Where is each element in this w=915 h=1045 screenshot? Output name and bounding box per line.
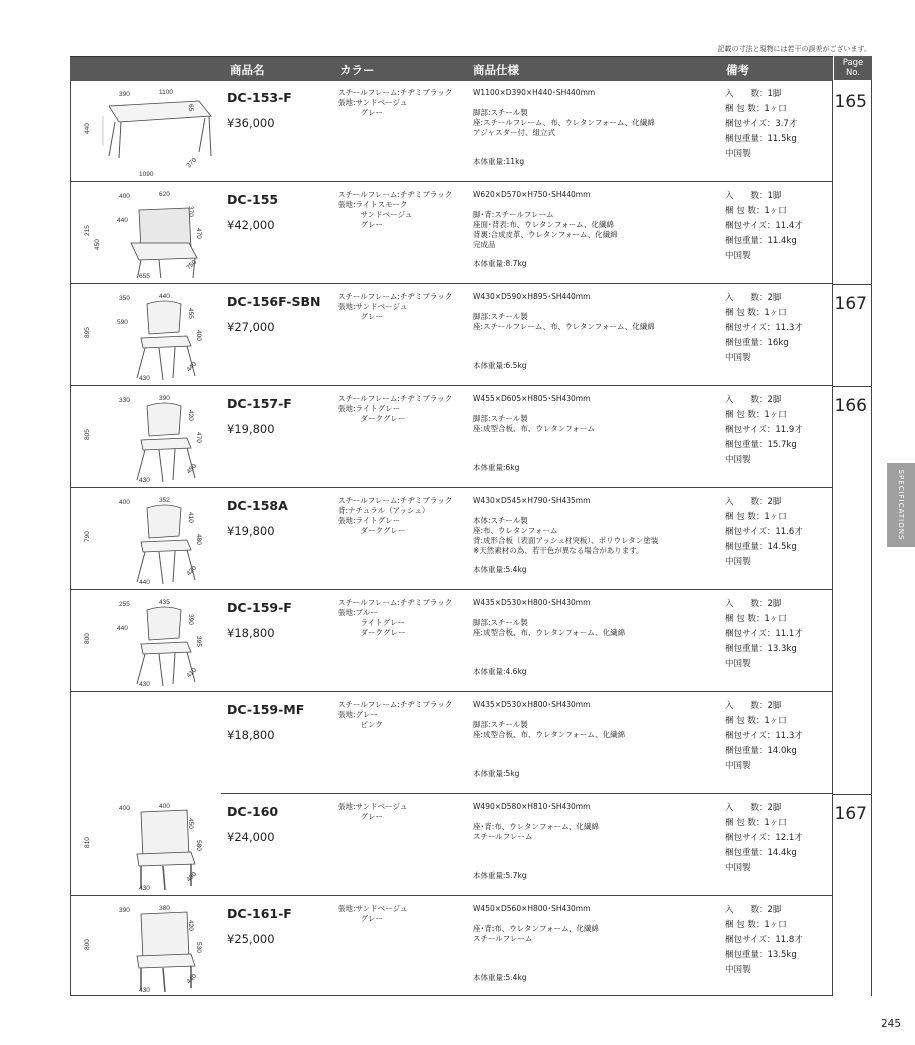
table-header: [70, 56, 833, 81]
product-weight: 本体重量:5.4kg: [473, 973, 527, 982]
dimension-label: 400: [119, 193, 130, 200]
spec-line: 座:成型合板、布、ウレタンフォーム、化繊綿: [473, 628, 626, 637]
product-dimensions: W1100×D390×H440･SH440mm: [473, 88, 596, 97]
dimension-label: 440: [117, 625, 128, 632]
dimension-label: 65: [187, 104, 194, 112]
product-drawing: [79, 596, 219, 686]
dimension-label: 430: [139, 477, 150, 482]
dimension-label: 655: [139, 273, 150, 278]
packing-line: 入 数：2脚: [725, 701, 782, 711]
spec-line: 座:成型合板、布、ウレタンフォーム: [473, 424, 595, 433]
product-table: [70, 80, 833, 996]
spec-line: アジャスター付、組立式: [473, 128, 556, 137]
product-price: ¥19,800: [227, 422, 275, 436]
product-dimensions: W620×D570×H750･SH440mm: [473, 190, 591, 199]
product-weight: 本体重量:4.6kg: [473, 667, 527, 676]
dimension-label: 390: [119, 91, 130, 98]
product-drawing: [79, 86, 219, 176]
packing-line: 中国製: [725, 251, 751, 261]
dimension-label: 430: [139, 885, 150, 890]
dimension-label: 440: [185, 972, 199, 986]
dimension-label: 400: [119, 805, 130, 812]
packing-line: 梱 包 数：1ヶ口: [725, 920, 787, 930]
product-row: [71, 794, 832, 896]
product-row: [71, 386, 832, 488]
dimension-label: 590: [117, 319, 128, 326]
product-colors: 張地:サンドベージュ グレー: [338, 904, 408, 923]
packing-line: 梱 包 数：1ヶ口: [725, 512, 787, 522]
dimension-label: 530: [195, 942, 202, 953]
product-price: ¥19,800: [227, 524, 275, 538]
packing-line: 中国製: [725, 149, 751, 159]
packing-line: 梱包サイズ：11.1才: [725, 629, 803, 639]
dimension-label: 450: [185, 462, 199, 476]
product-weight: 本体重量:5.4kg: [473, 565, 527, 574]
dimension-label: 370: [187, 206, 194, 217]
product-weight: 本体重量:11kg: [473, 157, 525, 166]
product-code: DC-161-F: [227, 906, 292, 921]
product-dimensions: W455×D605×H805･SH430mm: [473, 394, 591, 403]
spec-line: ※天然素材の為、若干色が異なる場合があります。: [473, 546, 644, 555]
spec-line: 背裏:合成皮革、ウレタンフォーム、化繊綿: [473, 230, 618, 239]
packing-line: 梱包サイズ：11.3才: [725, 731, 803, 741]
spec-line: 座･背:布、ウレタンフォーム、化繊綿: [473, 822, 599, 831]
packing-line: 中国製: [725, 965, 751, 975]
dimension-label: 440: [139, 579, 150, 584]
product-spec: [473, 802, 599, 842]
spec-line: 座面･背表:布、ウレタンフォーム、化繊綿: [473, 220, 614, 229]
dimension-label: 1090: [139, 171, 154, 176]
dimension-label: 400: [195, 330, 202, 341]
dimension-label: 215: [84, 225, 91, 236]
dimension-label: 440: [84, 123, 91, 134]
dimension-label: 480: [195, 534, 202, 545]
packing-line: 梱包重量：14.4kg: [725, 848, 797, 858]
product-weight: 本体重量:5.7kg: [473, 871, 527, 880]
packing-line: 入 数：2脚: [725, 905, 782, 915]
packing-line: 梱包重量：13.5kg: [725, 950, 797, 960]
product-code: DC-157-F: [227, 396, 292, 411]
packing-line: 梱包サイズ：11.8才: [725, 935, 803, 945]
spec-line: 脚部:スチール製: [473, 312, 528, 321]
packing-line: 梱包サイズ：11.9才: [725, 425, 803, 435]
packing-line: 梱 包 数：1ヶ口: [725, 614, 787, 624]
dimension-label: 410: [187, 512, 194, 523]
dimension-label: 895: [84, 327, 91, 338]
product-drawing: [79, 392, 219, 482]
product-spec: [473, 394, 595, 434]
page-ref: 167: [834, 294, 867, 314]
packing-line: 入 数：2脚: [725, 293, 782, 303]
header-name: 商品名: [230, 63, 265, 77]
product-weight: 本体重量:6.5kg: [473, 361, 527, 370]
page-ref: 166: [834, 396, 867, 416]
dimension-label: 435: [159, 599, 170, 606]
packing-line: 梱 包 数：1ヶ口: [725, 410, 787, 420]
product-row: [71, 896, 832, 996]
packing-line: 梱 包 数：1ヶ口: [725, 716, 787, 726]
header-remarks: 備考: [726, 63, 749, 77]
packing-line: 梱 包 数：1ヶ口: [725, 206, 787, 216]
packing-line: 梱 包 数：1ヶ口: [725, 104, 787, 114]
product-price: ¥25,000: [227, 932, 275, 946]
packing-line: 梱包サイズ：11.6才: [725, 527, 803, 537]
product-code: DC-159-MF: [227, 702, 305, 717]
product-code: DC-156F-SBN: [227, 294, 321, 309]
dimension-label: 430: [139, 987, 150, 992]
header-page-no: Page No.: [833, 56, 872, 80]
packing-line: 梱 包 数：1ヶ口: [725, 308, 787, 318]
dimension-label: 450: [94, 239, 101, 250]
specifications-side-tab: SPECIFICATIONS: [887, 463, 915, 547]
packing-line: 梱包サイズ：3.7才: [725, 119, 798, 129]
dimension-label: 790: [84, 531, 91, 542]
header-spec: 商品仕様: [473, 63, 519, 77]
spec-line: 座･背:布、ウレタンフォーム、化繊綿: [473, 924, 599, 933]
product-price: ¥18,800: [227, 728, 275, 742]
product-colors: スチールフレーム:チヂミブラック 張地:サンドベージュ グレー: [338, 292, 453, 321]
page-ref: 167: [834, 804, 867, 824]
dimension-label: 400: [159, 803, 170, 810]
product-dimensions: W430×D590×H895･SH440mm: [473, 292, 591, 301]
packing-info: [725, 903, 803, 978]
product-colors: スチールフレーム:チヂミブラック 背:ナチュラル（アッシュ） 張地:ライトグレー ダークグレー: [338, 496, 453, 535]
packing-info: [725, 291, 803, 366]
spec-line: 本体:スチール製: [473, 516, 528, 525]
dimension-label: 400: [119, 499, 130, 506]
packing-line: 中国製: [725, 863, 751, 873]
disclaimer-note: 記載の寸法と現物には若干の誤差がございます。: [717, 45, 871, 53]
spec-line: 脚部:スチール製: [473, 414, 528, 423]
product-drawing: [79, 188, 219, 278]
packing-line: 梱包重量：14.0kg: [725, 746, 797, 756]
packing-line: 梱包重量：11.4kg: [725, 236, 797, 246]
packing-line: 中国製: [725, 761, 751, 771]
product-row: [71, 80, 832, 182]
spec-line: 脚部:スチール製: [473, 720, 528, 729]
dimension-label: 805: [84, 429, 91, 440]
packing-line: 梱包サイズ：12.1才: [725, 833, 803, 843]
packing-line: 梱包サイズ：11.3才: [725, 323, 803, 333]
product-price: ¥18,800: [227, 626, 275, 640]
spec-line: 脚部:スチール製: [473, 618, 528, 627]
spec-line: 座:布、ウレタンフォーム: [473, 526, 558, 535]
dimension-label: 370: [185, 156, 199, 170]
dimension-label: 450: [187, 818, 194, 829]
dimension-label: 750: [185, 258, 199, 272]
product-code: DC-153-F: [227, 90, 292, 105]
packing-line: 中国製: [725, 659, 751, 669]
product-price: ¥42,000: [227, 218, 275, 232]
product-drawing: [79, 494, 219, 584]
spec-line: 座:スチールフレーム、布、ウレタンフォーム、化繊綿: [473, 118, 655, 127]
product-colors: スチールフレーム:チヂミブラック 張地:グレー ピンク: [338, 700, 453, 729]
product-dimensions: W435×D530×H800･SH430mm: [473, 700, 591, 709]
packing-info: [725, 597, 803, 672]
dimension-label: 420: [187, 920, 194, 931]
packing-line: 入 数：1脚: [725, 89, 782, 99]
dimension-label: 350: [119, 295, 130, 302]
packing-line: 梱包サイズ：11.4才: [725, 221, 803, 231]
dimension-label: 390: [159, 395, 170, 402]
dimension-label: 330: [119, 397, 130, 404]
dimension-label: 470: [195, 432, 202, 443]
packing-line: 中国製: [725, 353, 751, 363]
dimension-label: 490: [185, 870, 199, 884]
packing-info: [725, 801, 803, 876]
product-colors: スチールフレーム:チヂミブラック 張地:ライトグレー ダークグレー: [338, 394, 453, 423]
product-spec: [473, 904, 599, 944]
spec-line: 座:スチールフレーム、布、ウレタンフォーム、化繊綿: [473, 322, 655, 331]
product-row: [71, 284, 832, 386]
dimension-label: 390: [119, 907, 130, 914]
product-price: ¥36,000: [227, 116, 275, 130]
packing-line: 梱 包 数：1ヶ口: [725, 818, 787, 828]
dimension-label: 395: [195, 636, 202, 647]
dimension-label: 580: [195, 840, 202, 851]
product-spec: [473, 700, 625, 740]
product-spec: [473, 292, 655, 332]
dimension-label: 390: [187, 614, 194, 625]
dimension-label: 420: [185, 564, 199, 578]
product-code: DC-160: [227, 804, 279, 819]
dimension-label: 410: [185, 666, 199, 680]
product-code: DC-158A: [227, 498, 288, 513]
product-spec: [473, 496, 658, 556]
packing-info: [725, 393, 803, 468]
product-spec: [473, 88, 655, 138]
product-spec: [473, 190, 618, 250]
dimension-label: 352: [159, 497, 170, 504]
dimension-label: 420: [187, 410, 194, 421]
product-dimensions: W490×D580×H810･SH430mm: [473, 802, 591, 811]
product-colors: スチールフレーム:チヂミブラック 張地:ブルー ライトグレー ダークグレー: [338, 598, 453, 637]
spec-line: 脚部:スチール製: [473, 108, 528, 117]
packing-line: 中国製: [725, 557, 751, 567]
product-drawing: [79, 902, 219, 992]
product-colors: スチールフレーム:チヂミブラック 張地:サンドベージュ グレー: [338, 88, 453, 117]
packing-line: 入 数：2脚: [725, 395, 782, 405]
header-color: カラー: [340, 63, 375, 77]
product-weight: 本体重量:6kg: [473, 463, 520, 472]
dimension-label: 1100: [159, 89, 173, 96]
dimension-label: 440: [117, 217, 128, 224]
dimension-label: 620: [159, 191, 170, 198]
dimension-label: 440: [159, 293, 170, 300]
product-dimensions: W435×D530×H800･SH430mm: [473, 598, 591, 607]
dimension-label: 800: [84, 633, 91, 644]
dimension-label: 255: [119, 601, 130, 608]
dimension-label: 440: [185, 360, 199, 374]
spec-line: 完成品: [473, 240, 496, 249]
page-ref: 165: [834, 92, 867, 112]
product-colors: 張地:サンドベージュ グレー: [338, 802, 408, 821]
packing-line: 梱包重量：14.5kg: [725, 542, 797, 552]
packing-line: 入 数：2脚: [725, 497, 782, 507]
product-drawing: [79, 290, 219, 380]
product-dimensions: W450×D560×H800･SH430mm: [473, 904, 591, 913]
dimension-label: 470: [195, 228, 202, 239]
dimension-label: 430: [139, 375, 150, 380]
page-number-column: [833, 80, 872, 996]
dimension-label: 455: [187, 308, 194, 319]
packing-info: [725, 495, 803, 570]
product-code: DC-159-F: [227, 600, 292, 615]
packing-line: 中国製: [725, 455, 751, 465]
product-weight: 本体重量:8.7kg: [473, 259, 527, 268]
packing-line: 入 数：2脚: [725, 803, 782, 813]
product-colors: スチールフレーム:チヂミブラック 張地:ライトスモーク サンドベージュ グレー: [338, 190, 453, 229]
page-number: 245: [880, 1018, 901, 1030]
product-dimensions: W430×D545×H790･SH435mm: [473, 496, 591, 505]
spec-line: 背:成形合板（表面アッシュ材突板）、ポリウレタン塗装: [473, 536, 659, 545]
spec-line: スチールフレーム: [473, 934, 533, 943]
packing-info: [725, 189, 803, 264]
product-weight: 本体重量:5kg: [473, 769, 520, 778]
product-spec: [473, 598, 625, 638]
packing-line: 入 数：2脚: [725, 599, 782, 609]
product-row: [221, 692, 832, 794]
packing-line: 梱包重量：16kg: [725, 338, 789, 348]
spec-line: 脚･背:スチールフレーム: [473, 210, 554, 219]
spec-line: 座:成型合板、布、ウレタンフォーム、化繊綿: [473, 730, 626, 739]
packing-line: 入 数：1脚: [725, 191, 782, 201]
dimension-label: 810: [84, 837, 91, 848]
product-price: ¥24,000: [227, 830, 275, 844]
product-drawing: [79, 800, 219, 890]
product-row: [71, 488, 832, 590]
packing-info: [725, 699, 803, 774]
product-code: DC-155: [227, 192, 279, 207]
product-row: [71, 590, 832, 692]
packing-line: 梱包重量：13.3kg: [725, 644, 797, 654]
dimension-label: 380: [159, 905, 170, 912]
dimension-label: 800: [84, 939, 91, 950]
product-price: ¥27,000: [227, 320, 275, 334]
packing-line: 梱包重量：11.5kg: [725, 134, 797, 144]
packing-info: [725, 87, 797, 162]
dimension-label: 430: [139, 681, 150, 686]
packing-line: 梱包重量：15.7kg: [725, 440, 797, 450]
spec-line: スチールフレーム: [473, 832, 533, 841]
product-row: [71, 182, 832, 284]
